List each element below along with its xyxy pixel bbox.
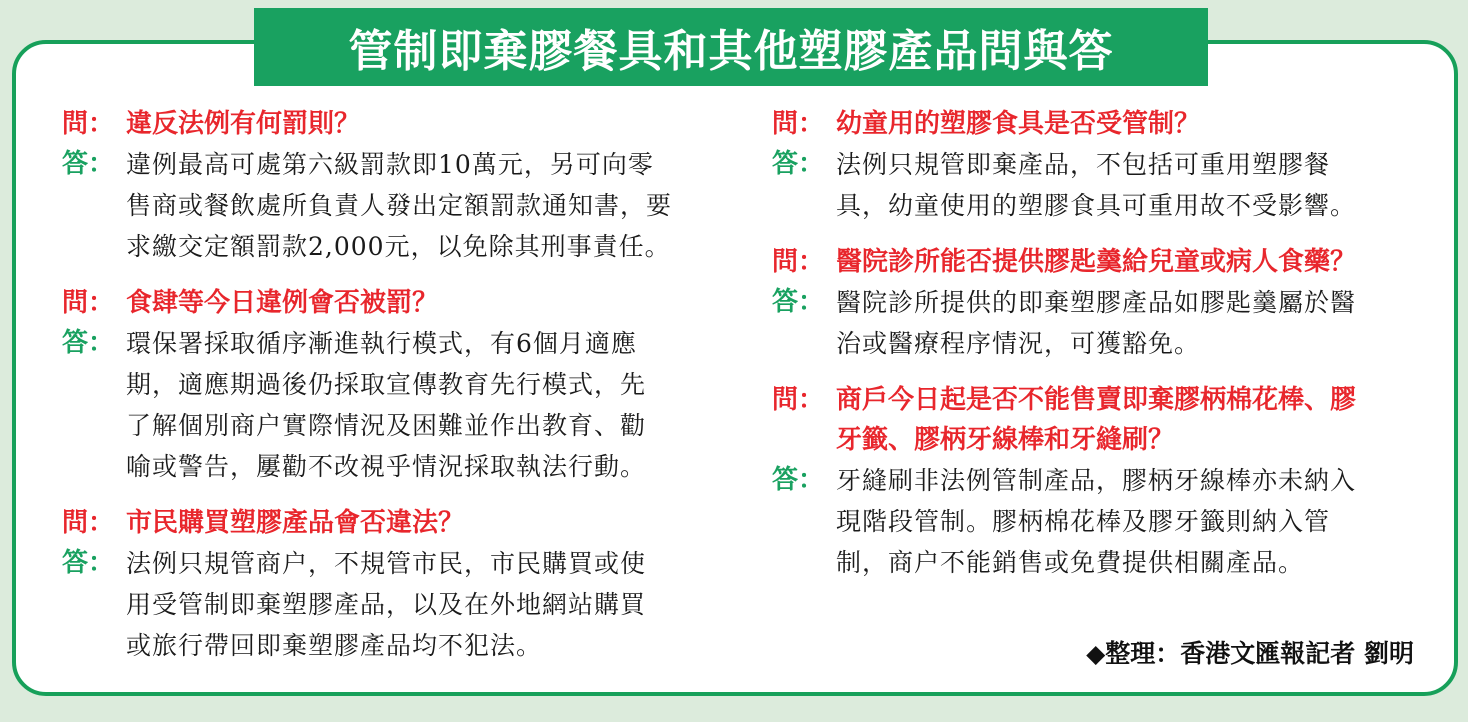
question-text: 商戶今日起是否不能售賣即棄膠柄棉花棒、膠 牙籤、膠柄牙線棒和牙縫刷？	[836, 385, 1357, 455]
answer-text: 牙縫刷非法例管制產品，膠柄牙線棒亦未納入 現階段管制。膠柄棉花棒及膠牙籤則納入管 制，商户不能銷售或免費提供相關產品。	[836, 466, 1357, 577]
answer-label: 答：	[772, 465, 825, 495]
question-label: 問：	[772, 109, 825, 139]
answer-text: 環保署採取循序漸進執行模式，有6個月適應 期，適應期過後仍採取宣傳教育先行模式，先 了解個別商户實際情況及困難並作出教育、勸 喻或警告，屢勸不改視乎情況採取執法行動。	[126, 329, 647, 481]
reporter-credit: ◆整理：香港文匯報記者 劉明	[1086, 639, 1414, 668]
qa-item-1	[62, 104, 728, 283]
answer-label: 答：	[62, 149, 115, 179]
qa-item-6	[772, 380, 1432, 583]
answer-text: 法例只規管即棄產品，不包括可重用塑膠餐 具，幼童使用的塑膠食具可重用故不受影響。	[836, 150, 1357, 220]
qa-item-3	[62, 503, 728, 666]
question-text: 市民購買塑膠產品會否違法？	[126, 508, 465, 538]
question-text: 幼童用的塑膠食具是否受管制？	[836, 109, 1201, 139]
answer-label: 答：	[772, 287, 825, 317]
question-label: 問：	[62, 288, 115, 318]
answer-label: 答：	[772, 149, 825, 179]
page-title: 管制即棄膠餐具和其他塑膠產品問與答	[254, 8, 1208, 86]
answer-label: 答：	[62, 548, 115, 578]
question-label: 問：	[62, 109, 115, 139]
question-label: 問：	[62, 508, 115, 538]
left-column	[62, 104, 728, 666]
right-column	[772, 104, 1432, 583]
answer-text: 醫院診所提供的即棄塑膠產品如膠匙羹屬於醫 治或醫療程序情況，可獲豁免。	[836, 288, 1357, 358]
question-label: 問：	[772, 385, 825, 415]
answer-text: 違例最高可處第六級罰款即10萬元，另可向零 售商或餐飲處所負責人發出定額罰款通知書，要 求繳交定額罰款2,000元，以免除其刑事責任。	[126, 150, 673, 261]
answer-label: 答：	[62, 328, 115, 358]
question-label: 問：	[772, 247, 825, 277]
qa-item-4	[772, 104, 1432, 242]
qa-item-2	[62, 283, 728, 503]
question-text: 醫院診所能否提供膠匙羹給兒童或病人食藥？	[836, 247, 1357, 277]
question-text: 違反法例有何罰則？	[126, 109, 361, 139]
answer-text: 法例只規管商户，不規管市民，市民購買或使 用受管制即棄塑膠產品，以及在外地網站購買 或旅行帶回即棄塑膠產品均不犯法。	[126, 549, 647, 660]
question-text: 食肆等今日違例會否被罰？	[126, 288, 439, 318]
qa-item-5	[772, 242, 1432, 380]
